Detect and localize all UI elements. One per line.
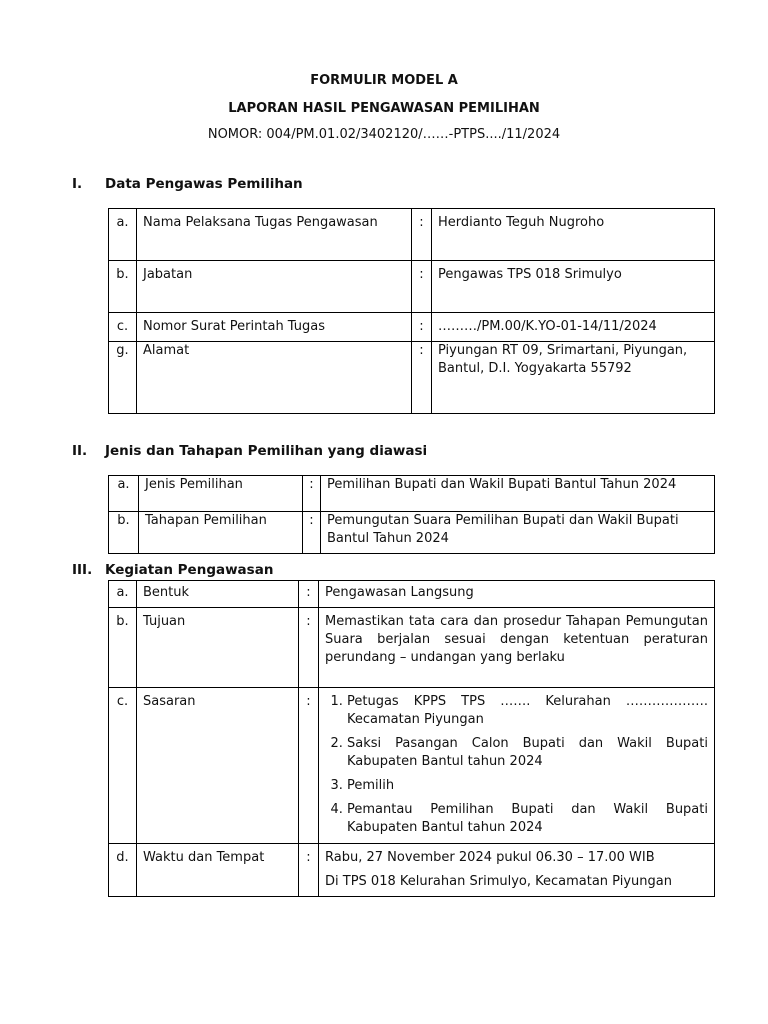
row-separator: : (412, 261, 432, 313)
row-letter: g. (109, 342, 137, 414)
row-letter: a. (109, 581, 137, 608)
table-row (109, 476, 715, 512)
section-2-title: Jenis dan Tahapan Pemilihan yang diawasi (105, 443, 428, 459)
row-value: Pemilihan Bupati dan Wakil Bupati Bantul Tahun 2024 (321, 476, 715, 512)
row-separator: : (303, 476, 321, 512)
row-label: Tahapan Pemilihan (139, 512, 303, 554)
table-row (109, 844, 715, 897)
section-1-number: I. (72, 176, 83, 192)
supervision-activity-table (108, 580, 715, 897)
row-letter: c. (109, 313, 137, 342)
row-value: Pengawasan Langsung (319, 581, 715, 608)
row-label: Tujuan (137, 608, 299, 688)
section-1-title: Data Pengawas Pemilihan (105, 176, 303, 192)
row-value (319, 688, 715, 844)
row-value: ………/PM.00/K.YO-01-14/11/2024 (432, 313, 715, 342)
table-row (109, 261, 715, 313)
target-list (325, 693, 708, 837)
row-label: Nama Pelaksana Tugas Pengawasan (137, 209, 412, 261)
section-3-number: III. (72, 562, 93, 578)
row-value: Herdianto Teguh Nugroho (432, 209, 715, 261)
section-3-title: Kegiatan Pengawasan (105, 562, 274, 578)
row-letter: a. (109, 209, 137, 261)
supervisor-data-table (108, 208, 715, 414)
section-2-number: II. (72, 443, 88, 459)
row-separator: : (299, 581, 319, 608)
row-separator: : (412, 209, 432, 261)
row-label: Bentuk (137, 581, 299, 608)
row-value: Piyungan RT 09, Srimartani, Piyungan, Bantul, D.I. Yogyakarta 55792 (432, 342, 715, 414)
table-row (109, 581, 715, 608)
row-value: Memastikan tata cara dan prosedur Tahapan Pemungutan Suara berjalan sesuai dengan ketentuan peraturan perundang – undangan yang berlaku (319, 608, 715, 688)
row-label: Jenis Pemilihan (139, 476, 303, 512)
place-line: Di TPS 018 Kelurahan Srimulyo, Kecamatan Piyungan (325, 874, 672, 889)
list-item: 2. Saksi Pasangan Calon Bupati dan Wakil Bupati Kabupaten Bantul tahun 2024 (347, 735, 708, 771)
row-value: Pengawas TPS 018 Srimulyo (432, 261, 715, 313)
row-letter: d. (109, 844, 137, 897)
form-title: FORMULIR MODEL A (310, 73, 458, 88)
table-row (109, 209, 715, 261)
row-label: Waktu dan Tempat (137, 844, 299, 897)
row-letter: b. (109, 608, 137, 688)
table-row (109, 512, 715, 554)
table-row (109, 608, 715, 688)
row-label: Sasaran (137, 688, 299, 844)
time-line: Rabu, 27 November 2024 pukul 06.30 – 17.00 WIB (325, 850, 655, 865)
election-type-table (108, 475, 715, 554)
document-number: NOMOR: 004/PM.01.02/3402120/……-PTPS..../11/2024 (207, 127, 561, 142)
row-separator: : (299, 608, 319, 688)
table-row (109, 313, 715, 342)
row-label: Jabatan (137, 261, 412, 313)
row-separator: : (299, 688, 319, 844)
table-row (109, 342, 715, 414)
row-separator: : (412, 342, 432, 414)
row-separator: : (299, 844, 319, 897)
list-item: 3. Pemilih (347, 777, 708, 795)
table-row (109, 688, 715, 844)
row-label: Nomor Surat Perintah Tugas (137, 313, 412, 342)
row-letter: c. (109, 688, 137, 844)
list-item: 1. Petugas KPPS TPS ……. Kelurahan ………………. Kecamatan Piyungan (347, 693, 708, 729)
row-label: Alamat (137, 342, 412, 414)
row-value (319, 844, 715, 897)
row-value: Pemungutan Suara Pemilihan Bupati dan Wakil Bupati Bantul Tahun 2024 (321, 512, 715, 554)
row-letter: b. (109, 261, 137, 313)
row-letter: b. (109, 512, 139, 554)
row-letter: a. (109, 476, 139, 512)
report-title: LAPORAN HASIL PENGAWASAN PEMILIHAN (228, 101, 540, 116)
row-separator: : (303, 512, 321, 554)
list-item: 4. Pemantau Pemilihan Bupati dan Wakil Bupati Kabupaten Bantul tahun 2024 (347, 801, 708, 837)
row-separator: : (412, 313, 432, 342)
